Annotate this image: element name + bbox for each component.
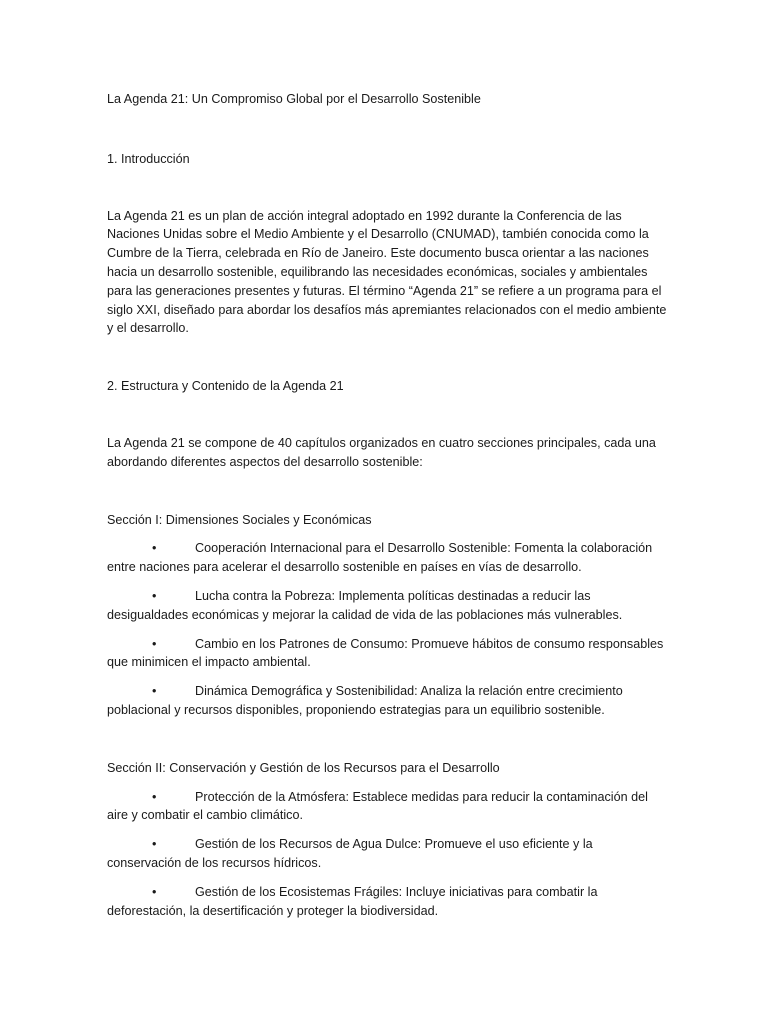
list-item-line1: Protección de la Atmósfera: Establece medidas para reducir la contaminación del	[195, 789, 648, 804]
section-heading-estructura: 2. Estructura y Contenido de la Agenda 21	[107, 379, 344, 394]
list-item-rest: entre naciones para acelerar el desarrollo sostenible en países en vías de desarrollo.	[107, 560, 582, 575]
list-item-rest: que minimicen el impacto ambiental.	[107, 655, 311, 670]
document-title: La Agenda 21: Un Compromiso Global por el Desarrollo Sostenible	[107, 92, 481, 106]
bullet-icon: •	[152, 636, 157, 651]
bullet-icon: •	[152, 789, 157, 804]
list-item-rest: desigualdades económicas y mejorar la calidad de vida de las poblaciones más vulnerables.	[107, 607, 623, 622]
list-item	[107, 635, 667, 673]
list-item-line1: Cambio en los Patrones de Consumo: Promueve hábitos de consumo responsables	[195, 636, 664, 651]
paragraph-estructura: La Agenda 21 se compone de 40 capítulos organizados en cuatro secciones principales, cada una abordando diferentes aspectos del desarrollo sostenible:	[107, 435, 656, 469]
list-item	[107, 539, 667, 577]
list-item-line1: Gestión de los Ecosistemas Frágiles: Incluye iniciativas para combatir la	[195, 884, 598, 899]
section-title-ii: Sección II: Conservación y Gestión de los Recursos para el Desarrollo	[107, 760, 500, 775]
bullet-icon: •	[152, 684, 157, 699]
list-item-line1: Dinámica Demográfica y Sostenibilidad: Analiza la relación entre crecimiento	[195, 684, 623, 699]
list-item-rest: poblacional y recursos disponibles, proponiendo estrategias para un equilibrio sostenible.	[107, 702, 605, 717]
bullet-icon: •	[152, 884, 157, 899]
bullet-icon: •	[152, 837, 157, 852]
section-heading-introduccion: 1. Introducción	[107, 151, 190, 166]
list-item	[107, 883, 667, 921]
list-item-rest: conservación de los recursos hídricos.	[107, 855, 322, 870]
list-item-line1: Gestión de los Recursos de Agua Dulce: Promueve el uso eficiente y la	[195, 837, 593, 852]
list-item-line1: Lucha contra la Pobreza: Implementa políticas destinadas a reducir las	[195, 588, 591, 603]
list-item	[107, 788, 667, 826]
document-page	[107, 90, 667, 930]
list-item	[107, 587, 667, 625]
bullet-icon: •	[152, 588, 157, 603]
list-item-rest: aire y combatir el cambio climático.	[107, 808, 303, 823]
section-spacer	[107, 730, 667, 759]
list-item	[107, 682, 667, 720]
bullet-icon: •	[152, 541, 157, 556]
list-item-line1: Cooperación Internacional para el Desarrollo Sostenible: Fomenta la colaboración	[195, 541, 653, 556]
section-title-i: Sección I: Dimensiones Sociales y Económicas	[107, 512, 372, 527]
list-item-rest: deforestación, la desertificación y proteger la biodiversidad.	[107, 903, 439, 918]
list-item	[107, 835, 667, 873]
paragraph-introduccion: La Agenda 21 es un plan de acción integral adoptado en 1992 durante la Conferencia de las Naciones Unidas sobre el Medio Ambiente y el Desarrollo (CNUMAD), también conocida como la Cumbre de la Tierra, celebrada en Río de Janeiro. Este documento busca orientar a las naciones hacia un desarrollo sostenible, equilibrando las necesidades económicas, sociales y ambientales para las generaciones presentes y futuras. El término “Agenda 21” se refiere a un programa para el siglo XXI, diseñado para abordar los desafíos más apremiantes relacionados con el medio ambiente y el desarrollo.	[107, 208, 667, 336]
